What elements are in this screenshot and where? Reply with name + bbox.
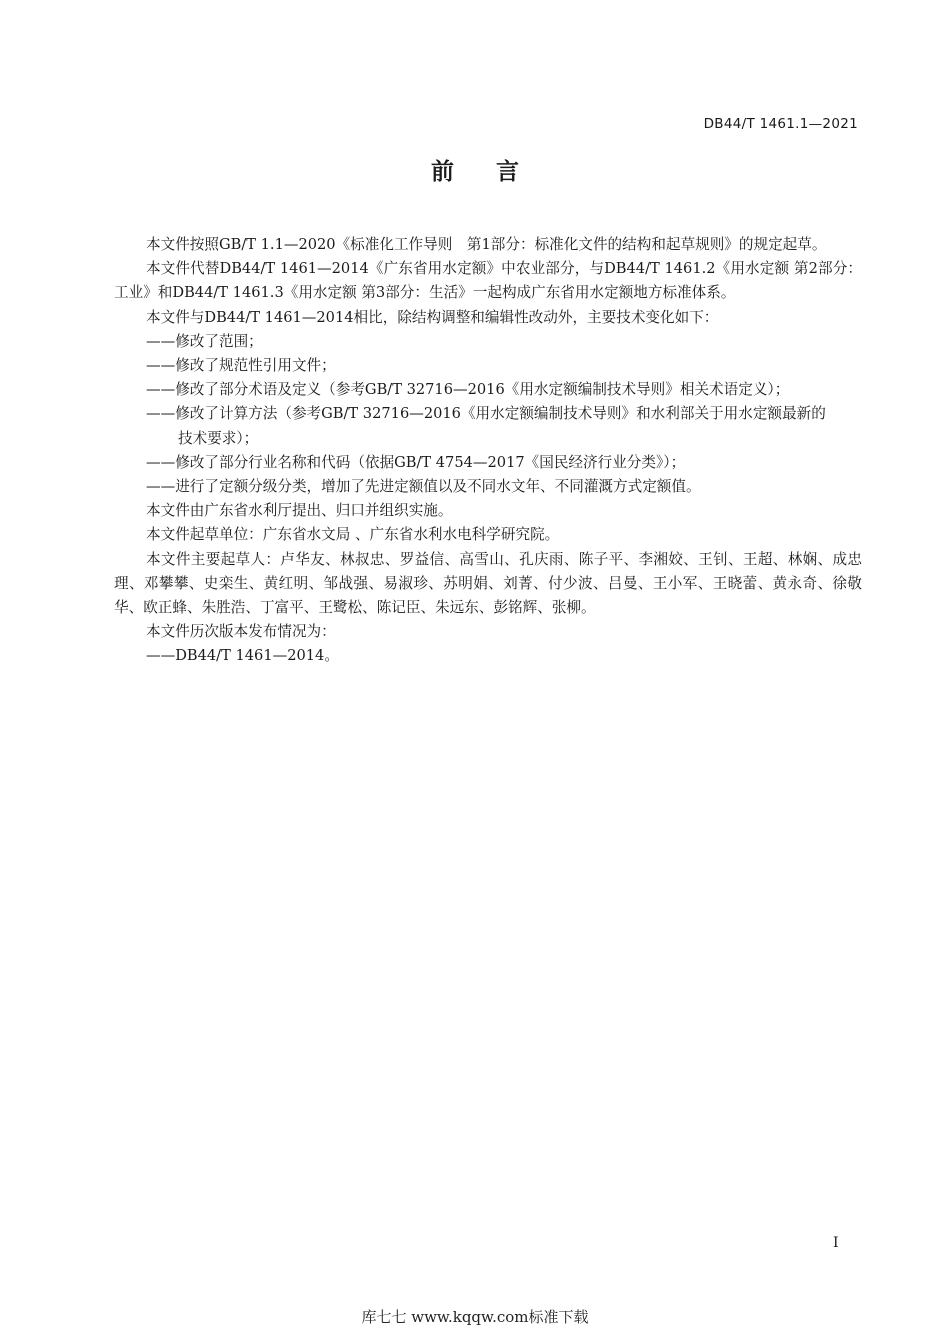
paragraph-history-intro: 本文件历次版本发布情况为： [146, 623, 336, 641]
change-item: ——修改了部分术语及定义（参考GB/T 32716—2016《用水定额编制技术导则》相关术语定义）； [146, 381, 790, 399]
document-code: DB44/T 1461.1—2021 [703, 116, 858, 132]
change-item: ——修改了规范性引用文件； [146, 357, 336, 375]
title-char-2: 言 [496, 159, 519, 185]
history-item: ——DB44/T 1461—2014。 [146, 647, 339, 665]
paragraph-replacement: 本文件代替DB44/T 1461—2014《广东省用水定额》中农业部分，与DB44/T 1461.2《用水定额 第2部分：工业》和DB44/T 1461.3《用水定额 第3部分：生活》一起构成广东省用水定额地方标准体系。 [114, 260, 862, 302]
paragraph-drafters: 本文件主要起草人：卢华友、林叔忠、罗益信、高雪山、孔庆雨、陈子平、李湘姣、王钊、王超、林娴、成忠理、邓攀攀、史栾生、黄红明、邹战强、易淑珍、苏明娟、刘菁、付少波、吕曼、王小军、王晓蕾、黄永奇、徐敬华、欧正蜂、朱胜浩、丁富平、王鹭松、陈记臣、朱远东、彭铭辉、张柳。 [114, 550, 862, 617]
page-number: I [833, 1235, 839, 1251]
paragraph-changes-intro: 本文件与DB44/T 1461—2014相比，除结构调整和编辑性改动外，主要技术变化如下： [146, 308, 719, 326]
change-item: ——修改了计算方法（参考GB/T 32716—2016《用水定额编制技术导则》和水利部关于用水定额最新的技术要求）； [146, 405, 826, 447]
change-item: ——修改了范围； [146, 332, 263, 350]
paragraph-drafting-units: 本文件起草单位：广东省水文局 、广东省水利水电科学研究院。 [146, 526, 560, 544]
paragraph-proposer: 本文件由广东省水利厅提出、归口并组织实施。 [146, 502, 453, 520]
footer-watermark: 库七七 www.kqqw.com标准下载 [361, 1308, 589, 1326]
paragraph-drafting-rules: 本文件按照GB/T 1.1—2020《标准化工作导则 第1部分：标准化文件的结构和起草规则》的规定起草。 [146, 236, 827, 253]
change-item: ——修改了部分行业名称和代码（依据GB/T 4754—2017《国民经济行业分类》）； [146, 453, 686, 471]
change-item: ——进行了定额分级分类，增加了先进定额值以及不同水文年、不同灌溉方式定额值。 [146, 478, 701, 496]
foreword-body [114, 233, 862, 669]
page-title [0, 153, 950, 186]
title-char-1: 前 [431, 159, 454, 185]
